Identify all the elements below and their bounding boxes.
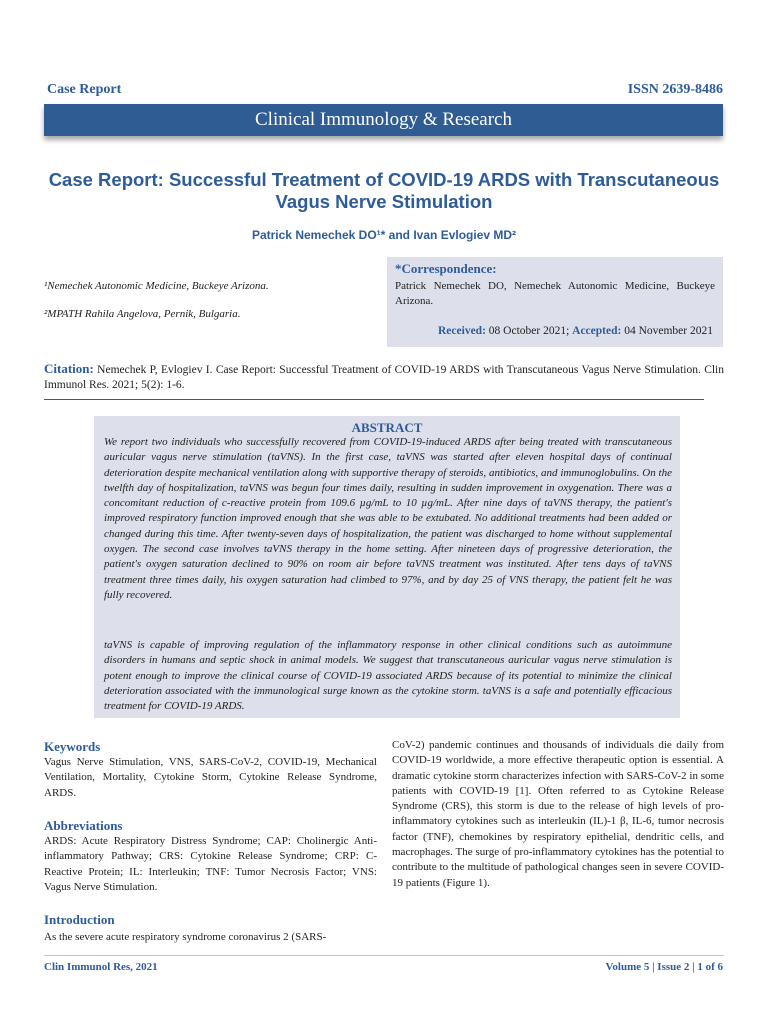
- abstract-box: [94, 416, 680, 718]
- journal-banner: [44, 104, 723, 136]
- correspondence-heading: *Correspondence:: [395, 261, 497, 276]
- journal-title: Clinical Immunology & Research: [255, 109, 512, 130]
- issn-label: ISSN 2639-8486: [627, 82, 723, 97]
- abstract-heading: ABSTRACT: [351, 420, 423, 435]
- footer-volume: Volume 5 | Issue 2 | 1 of 6: [605, 961, 723, 973]
- correspondence-box: [387, 257, 723, 347]
- correspondence-text: Patrick Nemechek DO, Nemechek Autonomic Medicine, Buckeye Arizona.: [395, 280, 715, 307]
- abbreviations-heading: Abbreviations: [44, 818, 123, 833]
- abbreviations-text: ARDS: Acute Respiratory Distress Syndrome; CAP: Cholinergic Anti-inflammatory Pathway; CRS: Cytokine Release Syndrome; CRP: C-Reactive Protein; IL: Interleukin; TNF: Tumor Necrosis Factor; VNS: Vagus Nerve Stimulation.: [44, 835, 377, 893]
- citation-label: Citation:: [44, 361, 94, 376]
- article-type-label: Case Report: [47, 82, 122, 97]
- citation-divider: [44, 399, 704, 400]
- affiliation-2: ²MPATH Rahila Angelova, Pernik, Bulgaria.: [44, 308, 241, 320]
- abstract-paragraph-1: We report two individuals who successfully recovered from COVID-19-induced ARDS after being treated with transcutaneous auricular vagus nerve stimulation (taVNS). In the first case, taVNS was started after eleven hospital days of continual deterioration despite mechanical ventilation along with supportive therapy of steroids, antibiotics, and immunoglobulins. On the twelfth day of hospitalization, taVNS was begun four times daily, resulting in sudden improvement in oxygenation. There was a concomitant reduction of c-reactive protein from 109.6 µg/mL to 10 µg/mL. After nine days of taVNS therapy, the patient's improved respiratory function improved enough that she was able to be extubated. No additional treatments had been added or changed during this time. After twenty-seven days of hospitalization, the patient was discharged to home without supplemental oxygen. The second case involves taVNS therapy in the home setting. After nineteen days of progressive deterioration, the patient's oxygen saturation declined to 90% on room air before taVNS treatment was instituted. After tens days of taVNS treatment three times daily, his oxygen saturation had climbed to 97%, and by day 25 of VNS therapy, the patient felt he was fully recovered.: [104, 436, 672, 601]
- author-list: Patrick Nemechek DO¹* and Ivan Evlogiev MD²: [251, 228, 517, 242]
- abstract-paragraph-2: taVNS is capable of improving regulation of the inflammatory response in other clinical conditions such as autoimmune disorders in humans and septic shock in animal models. We suggest that transcutaneous auricular vagus nerve stimulation is potent enough to improve the clinical course of COVID-19 associated ARDS because of its potential to minimize the clinical deterioration associated with the immunological surge known as the cytokine storm. taVNS is a safe and potentially efficacious treatment for COVID-19 ARDS.: [104, 639, 672, 713]
- citation-text: Nemechek P, Evlogiev I. Case Report: Successful Treatment of COVID-19 ARDS with Transcutaneous Vagus Nerve Stimulation. Clin Immunol Res. 2021; 5(2): 1-6.: [44, 364, 725, 391]
- received-date: 08 October 2021;: [488, 325, 570, 337]
- footer-journal: Clin Immunol Res, 2021: [44, 961, 158, 973]
- accepted-label: Accepted:: [572, 325, 622, 337]
- keywords-heading: Keywords: [44, 739, 101, 754]
- received-label: Received:: [438, 325, 486, 337]
- affiliation-1: ¹Nemechek Autonomic Medicine, Buckeye Arizona.: [44, 280, 269, 292]
- keywords-text: Vagus Nerve Stimulation, VNS, SARS-CoV-2, COVID-19, Mechanical Ventilation, Mortality, Cytokine Storm, Cytokine Release Syndrome, ARDS.: [44, 756, 377, 799]
- introduction-text-left: As the severe acute respiratory syndrome coronavirus 2 (SARS-: [44, 931, 327, 943]
- introduction-heading: Introduction: [44, 912, 115, 927]
- footer-divider: [44, 955, 724, 956]
- paper-title: Case Report: Successful Treatment of COVID-19 ARDS with Transcutaneous Vagus Nerve Stimulation: [48, 169, 720, 212]
- dates-line: [387, 325, 713, 337]
- introduction-text-right: CoV-2) pandemic continues and thousands of individuals die daily from COVID-19 worldwide, a more effective therapeutic option is essential. A dramatic cytokine storm characterizes infection with SARS-CoV-2 in some patients with COVID-19 [1]. Often referred to as Cytokine Release Syndrome (CRS), this storm is due to the release of high levels of pro-inflammatory cytokines such as interleukin (IL)-1 β, IL-6, tumor necrosis factor (TNF), chemokines by respiratory epithelial, dendritic cells, and macrophages. The surge of pro-inflammatory cytokines has the potential to contribute to the multitude of pathological changes seen in severe COVID-19 patients (Figure 1).: [392, 739, 724, 889]
- accepted-date: 04 November 2021: [624, 325, 713, 337]
- citation: [44, 361, 724, 393]
